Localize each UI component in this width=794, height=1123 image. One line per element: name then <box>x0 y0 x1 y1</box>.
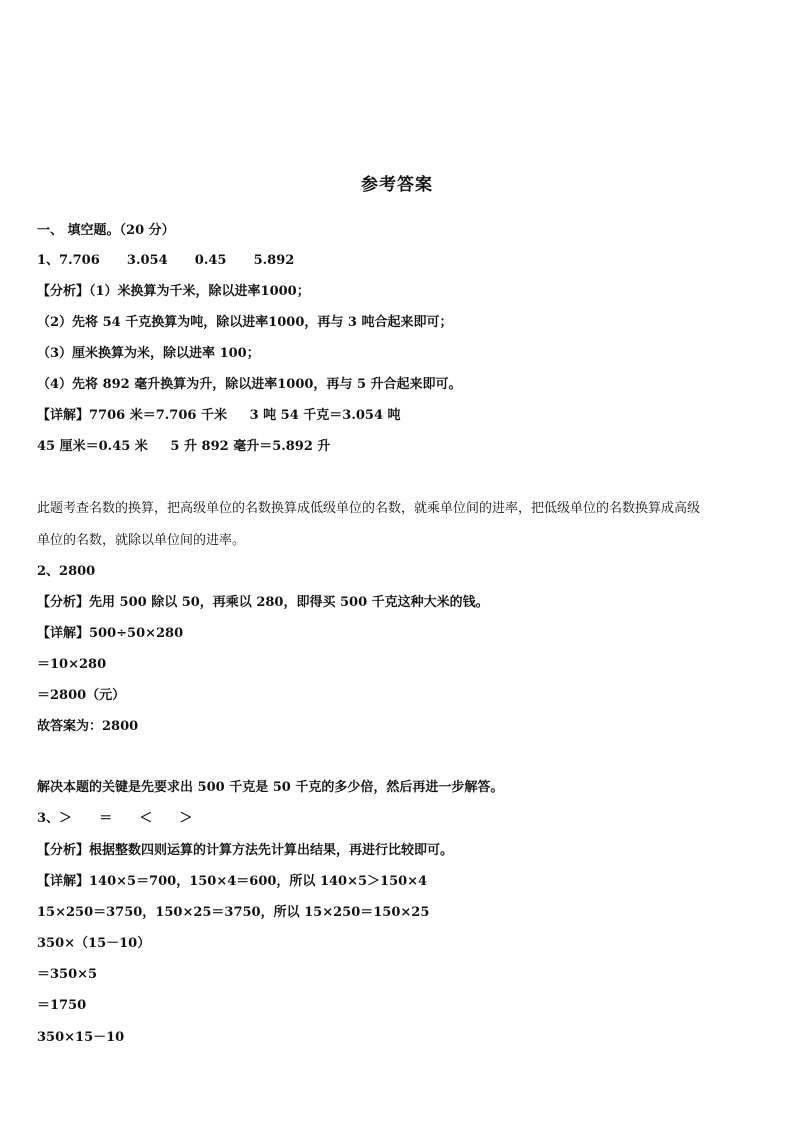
detail-line: 【详解】500÷50×280 <box>37 626 184 641</box>
analysis-line: （4）先将 892 毫升换算为升，除以进率1000，再与 5 升合起来即可。 <box>37 377 462 392</box>
analysis-line: （3）厘米换算为米，除以进率 100； <box>37 346 260 361</box>
detail-line: ＝350×5 <box>37 967 98 982</box>
detail-line: 350×（15－10） <box>37 936 151 951</box>
page-title: 参考答案 <box>361 175 433 195</box>
comment-line: 解决本题的关键是先要求出 500 千克是 50 千克的多少倍，然后再进一步解答。 <box>37 780 504 795</box>
detail-line: 350×15－10 <box>37 1030 125 1045</box>
detail-line: 15×250＝3750，150×25＝3750，所以 15×250＝150×25 <box>37 905 430 920</box>
answer-line: 3、＞ ＝ ＜ ＞ <box>37 811 193 826</box>
analysis-line: 【分析】（1）米换算为千米，除以进率1000； <box>37 284 310 299</box>
detail-line: 【详解】7706 米＝7.706 千米 3 吨 54 千克＝3.054 吨 <box>37 408 401 423</box>
section-heading: 一、 填空题。（20 分） <box>37 223 175 238</box>
detail-line: ＝1750 <box>37 998 87 1013</box>
detail-line: ＝2800（元） <box>37 688 126 703</box>
detail-line: 【详解】140×5＝700，150×4＝600，所以 140×5＞150×4 <box>37 874 428 889</box>
analysis-line: 【分析】先用 500 除以 50，再乘以 280，即得买 500 千克这种大米的钱。 <box>37 595 489 610</box>
analysis-line: 【分析】根据整数四则运算的计算方法先计算出结果，再进行比较即可。 <box>37 843 454 858</box>
detail-line: 故答案为：2800 <box>37 719 139 734</box>
comment-line: 此题考查名数的换算，把高级单位的名数换算成低级单位的名数，就乘单位间的进率，把低级单位的名数换算成高级 <box>37 501 701 516</box>
answer-line: 1、7.706 3.054 0.45 5.892 <box>37 253 295 268</box>
detail-line: 45 厘米＝0.45 米 5 升 892 毫升＝5.892 升 <box>37 439 331 454</box>
analysis-line: （2）先将 54 千克换算为吨，除以进率1000，再与 3 吨合起来即可； <box>37 315 453 330</box>
answer-line: 2、2800 <box>37 564 96 579</box>
detail-line: ＝10×280 <box>37 657 107 672</box>
comment-line: 单位的名数，就除以单位间的进率。 <box>37 533 246 548</box>
